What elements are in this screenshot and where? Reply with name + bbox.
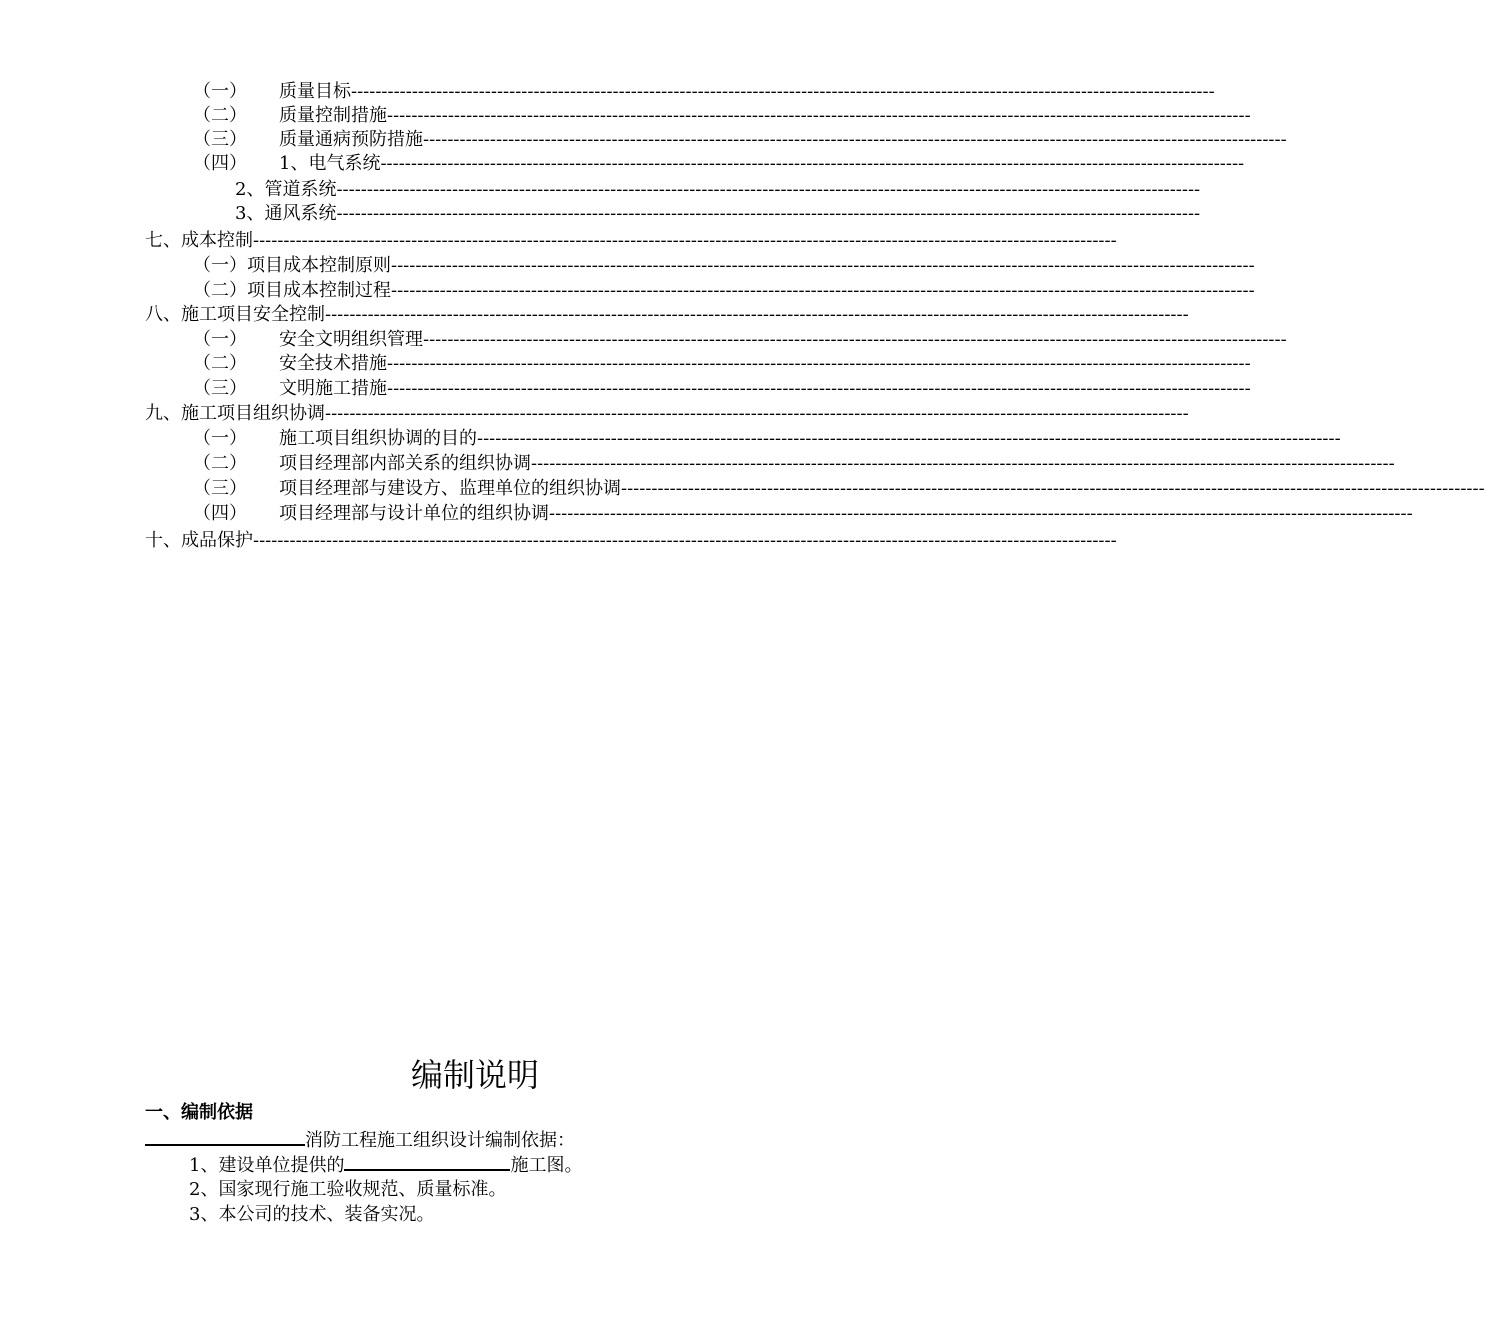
toc-entry-title: 项目经理部内部关系的组织协调 bbox=[279, 453, 531, 474]
toc-entry[interactable] bbox=[193, 128, 1287, 152]
toc-entry[interactable] bbox=[193, 328, 1287, 352]
intro-paragraph bbox=[145, 1126, 575, 1154]
toc-leader: ---------------------------------------------------------------------------------------------------------------------------------------------- bbox=[423, 129, 1287, 150]
basis-item-2: 2、国家现行施工验收规范、质量标准。 bbox=[189, 1179, 507, 1200]
toc-entry-title: 项目经理部与设计单位的组织协调 bbox=[279, 503, 549, 524]
toc-entry-number: （二） bbox=[193, 353, 247, 374]
toc-entry-title: （一）项目成本控制原则 bbox=[193, 255, 391, 276]
toc-entry-title: 项目经理部与建设方、监理单位的组织协调 bbox=[279, 478, 621, 499]
toc-leader: ---------------------------------------------------------------------------------------------------------------------------------------------- bbox=[477, 428, 1341, 449]
toc-leader: ---------------------------------------------------------------------------------------------------------------------------------------------- bbox=[336, 179, 1201, 200]
toc-entry[interactable] bbox=[193, 352, 1251, 376]
toc-entry[interactable] bbox=[193, 104, 1251, 128]
toc-entry-title: 十、成品保护 bbox=[145, 530, 253, 551]
toc-leader: ---------------------------------------------------------------------------------------------------------------------------------------------- bbox=[253, 230, 1117, 251]
toc-entry[interactable] bbox=[193, 502, 1413, 526]
toc-leader: ---------------------------------------------------------------------------------------------------------------------------------------------- bbox=[391, 255, 1255, 276]
toc-entry-title: 质量控制措施 bbox=[279, 105, 387, 126]
toc-leader: ---------------------------------------------------------------------------------------------------------------------------------------------- bbox=[336, 203, 1201, 224]
toc-entry-title: 2、管道系统 bbox=[235, 179, 337, 200]
toc-leader: ---------------------------------------------------------------------------------------------------------------------------------------------- bbox=[325, 403, 1189, 424]
toc-entry[interactable] bbox=[145, 529, 1117, 553]
toc-leader: ---------------------------------------------------------------------------------------------------------------------------------------------- bbox=[549, 503, 1413, 524]
basis-item-1-suffix: 施工图。 bbox=[510, 1155, 583, 1176]
section-heading: 一、编制依据 bbox=[145, 1102, 253, 1123]
toc-leader: ---------------------------------------------------------------------------------------------------------------------------------------------- bbox=[621, 478, 1485, 499]
toc-entry-number: （二） bbox=[193, 453, 247, 474]
toc-entry-title: 施工项目组织协调的目的 bbox=[279, 428, 477, 449]
toc-entry[interactable] bbox=[193, 427, 1341, 451]
toc-leader: ---------------------------------------------------------------------------------------------------------------------------------------------- bbox=[387, 105, 1251, 126]
toc-entry[interactable] bbox=[235, 202, 1201, 226]
toc-entry[interactable] bbox=[193, 452, 1395, 476]
toc-entry-title: 质量目标 bbox=[279, 81, 351, 102]
toc-entry-number: （一） bbox=[193, 428, 247, 449]
toc-entry-number: （一） bbox=[193, 81, 247, 102]
toc-leader: ---------------------------------------------------------------------------------------------------------------------------------------------- bbox=[380, 153, 1245, 174]
toc-entry-title: 3、通风系统 bbox=[235, 203, 337, 224]
toc-leader: ---------------------------------------------------------------------------------------------------------------------------------------------- bbox=[387, 378, 1251, 399]
toc-entry-number: （三） bbox=[193, 478, 247, 499]
toc-entry[interactable] bbox=[193, 152, 1245, 176]
toc-entry-title: 文明施工措施 bbox=[279, 378, 387, 399]
toc-leader: ---------------------------------------------------------------------------------------------------------------------------------------------- bbox=[387, 353, 1251, 374]
intro-text: 消防工程施工组织设计编制依据： bbox=[305, 1130, 575, 1151]
toc-entry[interactable] bbox=[193, 279, 1255, 303]
toc-entry-number: （三） bbox=[193, 129, 247, 150]
toc-leader: ---------------------------------------------------------------------------------------------------------------------------------------------- bbox=[423, 329, 1287, 350]
toc-entry-number: （二） bbox=[193, 105, 247, 126]
basis-item-1 bbox=[189, 1151, 582, 1179]
basis-item-1-prefix: 1、建设单位提供的 bbox=[189, 1155, 345, 1176]
toc-entry[interactable] bbox=[145, 229, 1117, 253]
basis-item-3: 3、本公司的技术、装备实况。 bbox=[189, 1204, 435, 1225]
toc-entry[interactable] bbox=[193, 377, 1251, 401]
toc-leader: ---------------------------------------------------------------------------------------------------------------------------------------------- bbox=[253, 530, 1117, 551]
toc-entry-number: （四） bbox=[193, 153, 247, 174]
toc-leader: ---------------------------------------------------------------------------------------------------------------------------------------------- bbox=[391, 280, 1255, 301]
toc-entry-title: 八、施工项目安全控制 bbox=[145, 304, 325, 325]
toc-leader: ---------------------------------------------------------------------------------------------------------------------------------------------- bbox=[351, 81, 1215, 102]
toc-entry-title: 1、电气系统 bbox=[279, 153, 381, 174]
toc-entry-number: （四） bbox=[193, 503, 247, 524]
toc-entry-title: （二）项目成本控制过程 bbox=[193, 280, 391, 301]
toc-entry-title: 质量通病预防措施 bbox=[279, 129, 423, 150]
blank-project-name[interactable] bbox=[145, 1126, 305, 1146]
toc-entry[interactable] bbox=[145, 402, 1189, 426]
toc-leader: ---------------------------------------------------------------------------------------------------------------------------------------------- bbox=[325, 304, 1189, 325]
toc-leader: ---------------------------------------------------------------------------------------------------------------------------------------------- bbox=[531, 453, 1395, 474]
toc-entry-number: （三） bbox=[193, 378, 247, 399]
toc-entry[interactable] bbox=[235, 178, 1201, 202]
toc-entry-title: 安全文明组织管理 bbox=[279, 329, 423, 350]
toc-entry[interactable] bbox=[145, 303, 1189, 327]
toc-entry-title: 九、施工项目组织协调 bbox=[145, 403, 325, 424]
toc-entry[interactable] bbox=[193, 80, 1215, 104]
toc-entry-number: （一） bbox=[193, 329, 247, 350]
toc-entry[interactable] bbox=[193, 477, 1485, 501]
toc-entry-title: 七、成本控制 bbox=[145, 230, 253, 251]
blank-drawing-name[interactable] bbox=[344, 1151, 510, 1171]
document-title: 编制说明 bbox=[410, 1056, 539, 1094]
toc-entry[interactable] bbox=[193, 254, 1255, 278]
toc-entry-title: 安全技术措施 bbox=[279, 353, 387, 374]
